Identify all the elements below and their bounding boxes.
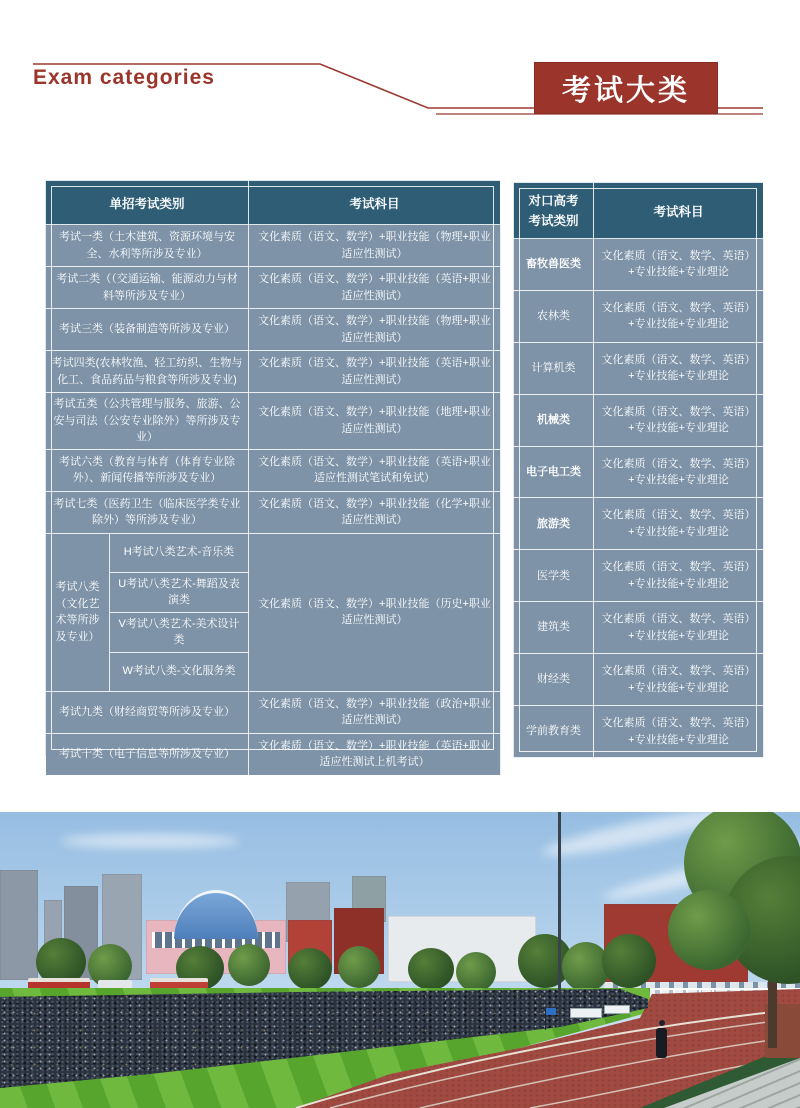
- tree: [338, 946, 380, 988]
- person-on-track: [659, 1020, 665, 1026]
- tree: [408, 948, 454, 990]
- subjects-cell: 文化素质（语文、数学、英语）+专业技能+专业理论: [594, 239, 764, 291]
- subjects-cell: 文化素质（语文、数学、英语）+专业技能+专业理论: [594, 498, 764, 550]
- column-header-category-line2: 考试类别: [528, 213, 579, 228]
- category-cell: 农林类: [514, 290, 594, 342]
- column-header-category: [514, 183, 594, 239]
- supply-table: [604, 1005, 630, 1014]
- category-cell: 医学类: [514, 550, 594, 602]
- campus-photo: [0, 812, 800, 1108]
- category-cell: 考试九类（财经商贸等所涉及专业）: [46, 691, 249, 733]
- tree: [602, 934, 656, 988]
- category-cell: 考试十类（电子信息等所涉及专业）: [46, 733, 249, 775]
- subjects-cell: 文化素质（语文、数学、英语）+专业技能+专业理论: [594, 290, 764, 342]
- page-title-box: [534, 62, 718, 114]
- subjects-cell: 文化素质（语文、数学、英语）+专业技能+专业理论: [594, 706, 764, 758]
- table-row: [514, 394, 764, 446]
- category-cell: 建筑类: [514, 602, 594, 654]
- table-row: [46, 225, 501, 267]
- category-cell: 考试二类（（交通运输、能源动力与材料等所涉及专业）: [46, 267, 249, 309]
- vocational-exam-table-panel: [513, 182, 763, 758]
- subjects-cell: 文化素质（语文、数学、英语）+专业技能+专业理论: [594, 394, 764, 446]
- subjects-cell: 文化素质（语文、数学、英语）+专业技能+专业理论: [594, 342, 764, 394]
- tree: [456, 952, 496, 992]
- group-category-cell: 考试八类（文化艺术等所涉及专业）: [46, 533, 110, 691]
- subjects-cell: 文化素质（语文、数学）+职业技能（英语+职业适应性测试笔试和免试）: [249, 449, 501, 491]
- page-title: 考试大类: [561, 74, 690, 107]
- table-row: [514, 290, 764, 342]
- table-row: [514, 706, 764, 758]
- dome-roof: [174, 890, 258, 939]
- tree: [288, 948, 332, 990]
- category-cell: 财经类: [514, 654, 594, 706]
- table-row: [46, 533, 501, 572]
- city-tower: [0, 870, 38, 980]
- category-cell: 学前教育类: [514, 706, 594, 758]
- blue-flag: [546, 1008, 556, 1015]
- category-cell: 考试三类（装备制造等所涉及专业）: [46, 309, 249, 351]
- category-cell: 旅游类: [514, 498, 594, 550]
- column-header-category: 单招考试类别: [46, 181, 249, 225]
- table-row: [514, 498, 764, 550]
- subjects-cell: 文化素质（语文、数学）+职业技能（英语+职业适应性测试）: [249, 267, 501, 309]
- subjects-cell: 文化素质（语文、数学）+职业技能（物理+职业适应性测试）: [249, 225, 501, 267]
- table-row: [46, 491, 501, 533]
- subjects-cell: 文化素质（语文、数学）+职业技能（历史+职业适应性测试）: [249, 533, 501, 691]
- vocational-exam-table: [513, 182, 764, 758]
- sub-category-cell: V考试八类艺术-美术设计类: [110, 612, 249, 652]
- sub-category-cell: H考试八类艺术-音乐类: [110, 533, 249, 572]
- single-recruitment-table: [45, 180, 501, 776]
- subjects-cell: 文化素质（语文、数学）+职业技能（物理+职业适应性测试）: [249, 309, 501, 351]
- table-row: [46, 691, 501, 733]
- sub-category-cell: W考试八类-文化服务类: [110, 652, 249, 691]
- category-cell: 计算机类: [514, 342, 594, 394]
- subjects-cell: 文化素质（语文、数学）+职业技能（化学+职业适应性测试）: [249, 491, 501, 533]
- category-cell: 考试一类（土木建筑、资源环境与安全、水利等所涉及专业）: [46, 225, 249, 267]
- subjects-cell: 文化素质（语文、数学、英语）+专业技能+专业理论: [594, 550, 764, 602]
- subjects-cell: 文化素质（语文、数学）+职业技能（英语+职业适应性测试）: [249, 351, 501, 393]
- category-cell: 电子电工类: [514, 446, 594, 498]
- subjects-cell: 文化素质（语文、数学）+职业技能（政治+职业适应性测试）: [249, 691, 501, 733]
- category-cell: 考试六类（教育与体育（体育专业除外）、新闻传播等所涉及专业）: [46, 449, 249, 491]
- table-row: [46, 393, 501, 450]
- subjects-cell: 文化素质（语文、数学）+职业技能（地理+职业适应性测试）: [249, 393, 501, 450]
- category-cell: 考试五类（公共管理与服务、旅游、公安与司法（公安专业除外）等所涉及专业）: [46, 393, 249, 450]
- table-row: [46, 267, 501, 309]
- subjects-cell: 文化素质（语文、数学、英语）+专业技能+专业理论: [594, 654, 764, 706]
- person-on-track: [656, 1028, 667, 1058]
- page-subtitle-en: Exam categories: [33, 66, 215, 89]
- table-row: [514, 446, 764, 498]
- column-header-category-line1: 对口高考: [528, 193, 579, 208]
- table-row: [46, 449, 501, 491]
- single-recruitment-table-panel: [45, 180, 500, 768]
- table-row: [514, 342, 764, 394]
- sub-category-cell: U考试八类艺术-舞蹈及表演类: [110, 572, 249, 612]
- category-cell: 畜牧兽医类: [514, 239, 594, 291]
- category-cell: 机械类: [514, 394, 594, 446]
- subjects-cell: 文化素质（语文、数学、英语）+专业技能+专业理论: [594, 446, 764, 498]
- table-row: [514, 550, 764, 602]
- category-cell: 考试四类(农林牧渔、轻工纺织、生物与化工、食品药品与粮食等所涉及专业): [46, 351, 249, 393]
- table-row: [514, 654, 764, 706]
- cloud: [60, 834, 240, 848]
- supply-table: [570, 1008, 602, 1018]
- table-row: [514, 602, 764, 654]
- column-header-subjects: 考试科目: [594, 183, 764, 239]
- table-row: [514, 239, 764, 291]
- subjects-cell: 文化素质（语文、数学、英语）+专业技能+专业理论: [594, 602, 764, 654]
- table-row: [46, 309, 501, 351]
- tree: [228, 944, 270, 986]
- column-header-subjects: 考试科目: [249, 181, 501, 225]
- large-tree: [668, 890, 750, 970]
- flagpole: [558, 812, 561, 990]
- category-cell: 考试七类（医药卫生（临床医学类专业除外）等所涉及专业）: [46, 491, 249, 533]
- table-row: [46, 351, 501, 393]
- table-row: [46, 733, 501, 775]
- subjects-cell: 文化素质（语文、数学）+职业技能（英语+职业适应性测试上机考试）: [249, 733, 501, 775]
